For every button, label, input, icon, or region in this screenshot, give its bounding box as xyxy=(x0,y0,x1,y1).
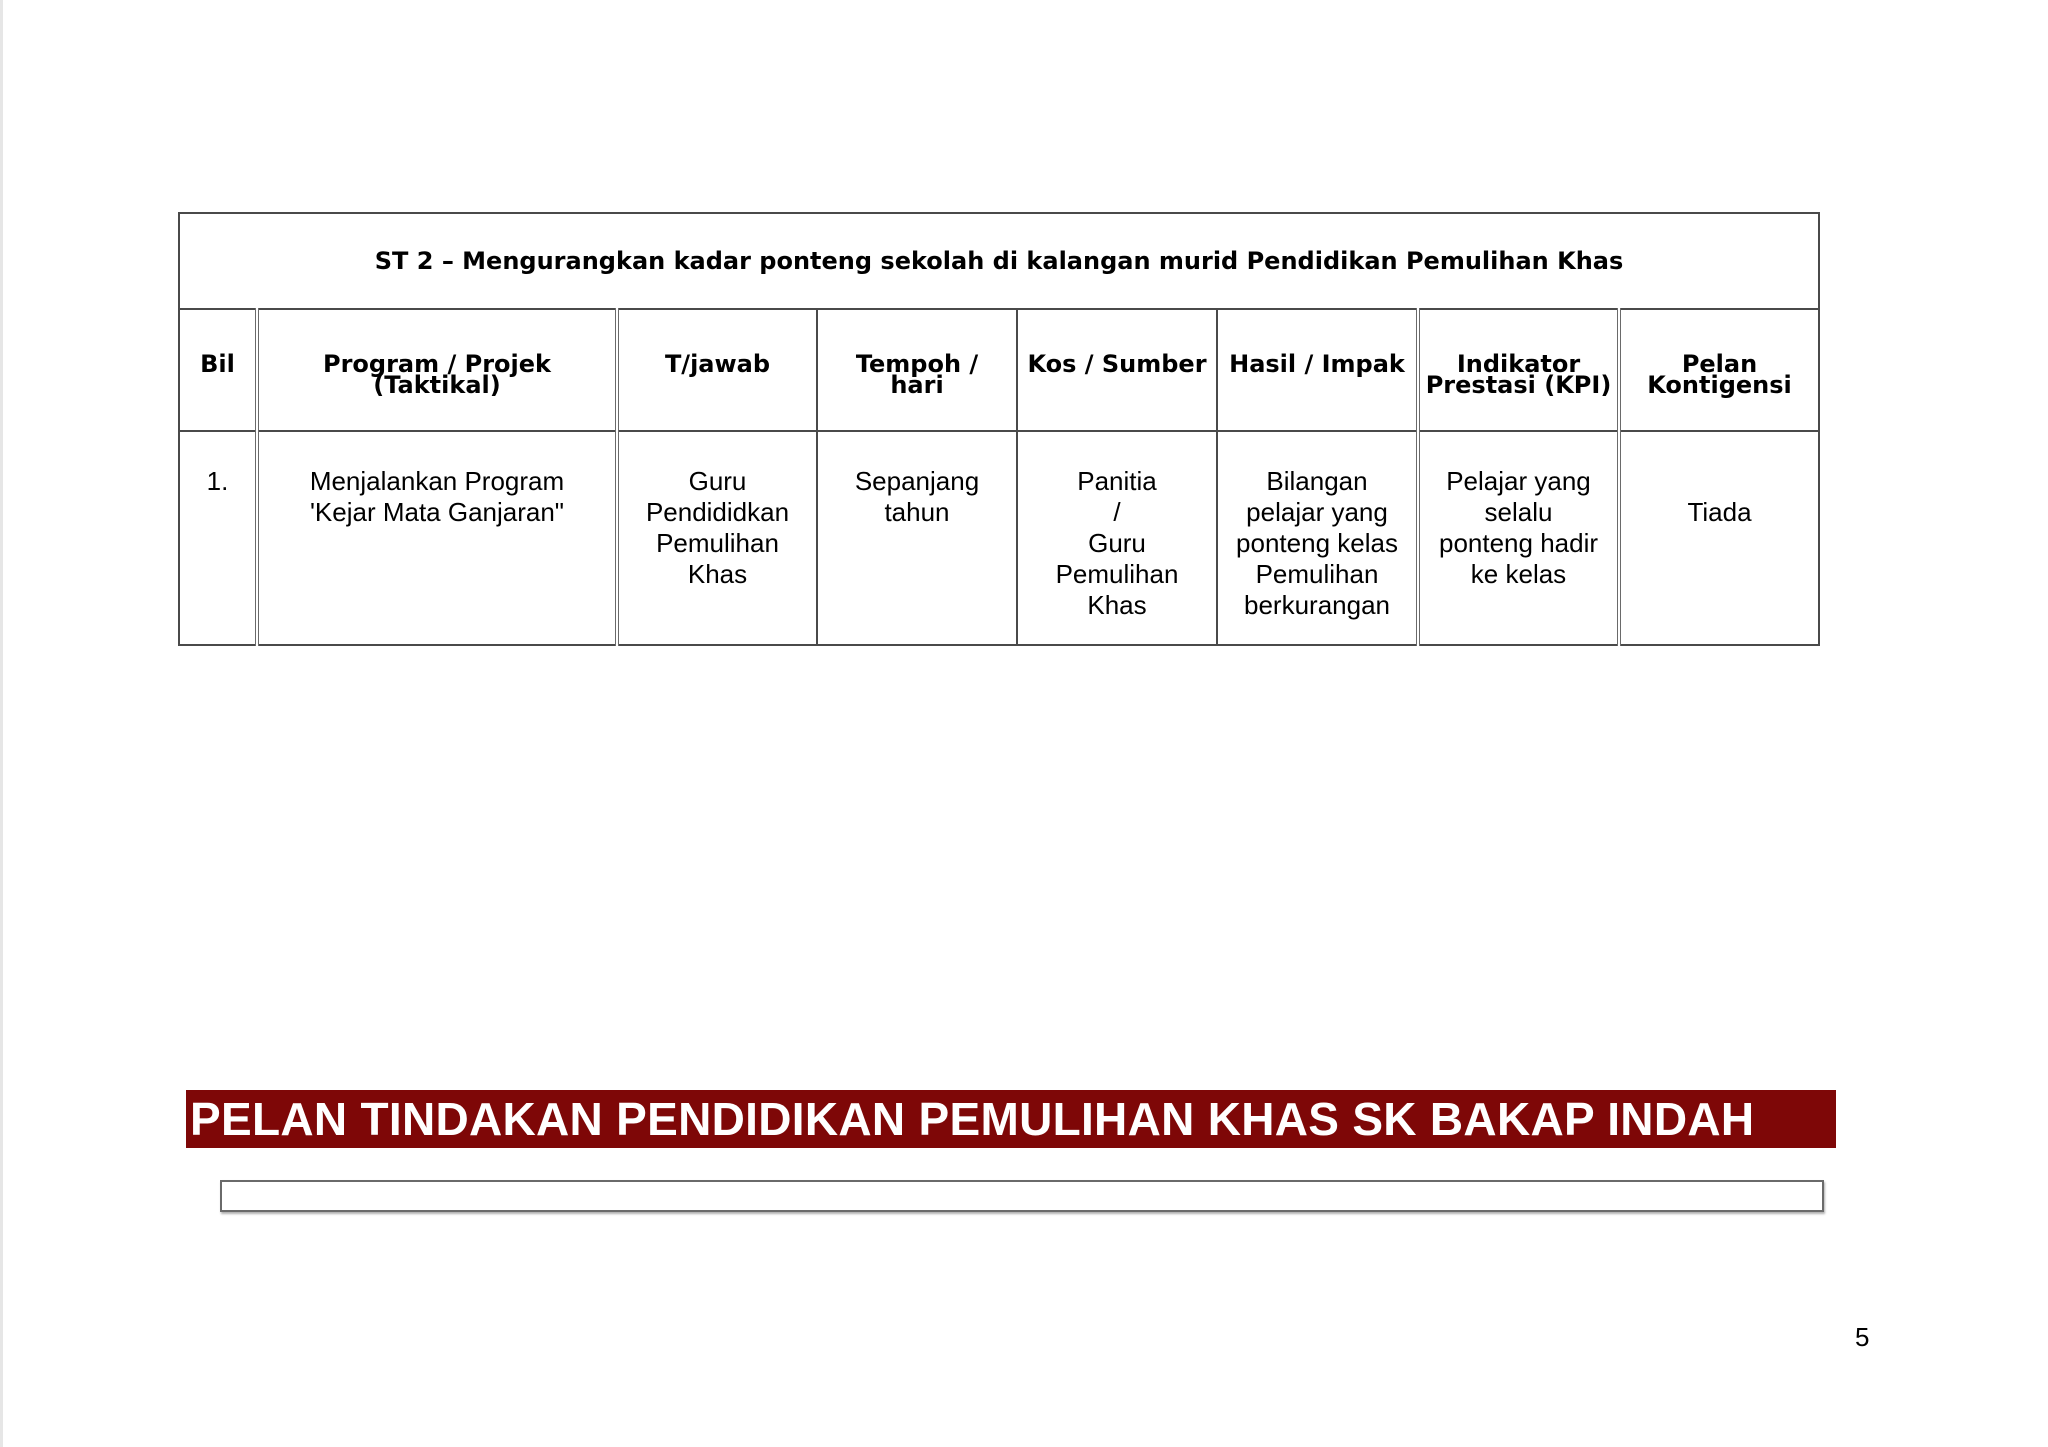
cell-tjawab-line-1: Guru xyxy=(688,466,747,496)
cell-kpi xyxy=(1418,431,1619,645)
cell-pelan xyxy=(1619,431,1819,645)
header-tempoh xyxy=(817,309,1017,431)
cell-kos-line-3: Guru xyxy=(1088,528,1146,558)
header-tempoh-line-1: Tempoh / xyxy=(855,350,979,378)
cell-pelan-spacer xyxy=(1621,466,1818,497)
header-program-line-2: (Taktikal) xyxy=(373,371,501,399)
cell-kos-line-1: Panitia xyxy=(1077,466,1157,496)
cell-hasil-line-2: pelajar yang xyxy=(1246,497,1388,527)
cell-kpi-line-2: selalu xyxy=(1484,497,1553,527)
header-kos-line-1: Kos / Sumber xyxy=(1027,350,1207,378)
action-plan-table xyxy=(178,212,1820,646)
header-program xyxy=(257,309,617,431)
header-bil xyxy=(179,309,257,431)
header-kpi-line-2: Prestasi (KPI) xyxy=(1425,371,1612,399)
cell-program-line-1: Menjalankan Program xyxy=(309,466,565,496)
header-tempoh-line-2: hari xyxy=(890,371,944,399)
cell-bil xyxy=(179,431,257,645)
header-kpi-line-1: Indikator xyxy=(1456,350,1581,378)
cell-hasil-line-4: Pemulihan xyxy=(1255,559,1379,589)
cell-tempoh-line-2: tahun xyxy=(884,497,950,527)
cell-program-line-2: 'Kejar Mata Ganjaran" xyxy=(309,497,565,527)
header-tjawab xyxy=(617,309,817,431)
cell-kos-line-4: Pemulihan xyxy=(1055,559,1179,589)
header-kos xyxy=(1017,309,1217,431)
cell-tempoh-line-1: Sepanjang xyxy=(854,466,980,496)
cell-tempoh xyxy=(817,431,1017,645)
header-pelan-line-2: Kontigensi xyxy=(1647,371,1792,399)
table-row xyxy=(179,431,1819,645)
header-hasil xyxy=(1217,309,1418,431)
table-header-row xyxy=(179,309,1819,431)
header-hasil-line-1: Hasil / Impak xyxy=(1229,350,1405,378)
table-title: ST 2 – Mengurangkan kadar ponteng sekolah di kalangan murid Pendidikan Pemulihan Khas xyxy=(179,213,1819,309)
cell-kpi-line-4: ke kelas xyxy=(1470,559,1567,589)
cell-hasil xyxy=(1217,431,1418,645)
cell-hasil-line-3: ponteng kelas xyxy=(1236,528,1398,558)
cell-kos-line-5: Khas xyxy=(1087,590,1147,620)
cell-kos xyxy=(1017,431,1217,645)
cell-kpi-line-1: Pelajar yang xyxy=(1446,466,1591,496)
page-left-edge xyxy=(0,0,3,1447)
cell-tjawab xyxy=(617,431,817,645)
header-bil-line-1: Bil xyxy=(200,350,235,378)
cell-tjawab-line-4: Khas xyxy=(687,559,748,589)
document-title-banner: PELAN TINDAKAN PENDIDIKAN PEMULIHAN KHAS SK BAKAP INDAH xyxy=(186,1090,1836,1148)
header-pelan-line-1: Pelan xyxy=(1681,350,1758,378)
empty-text-box xyxy=(220,1180,1824,1212)
header-tjawab-line-1: T/jawab xyxy=(664,350,771,378)
cell-program xyxy=(257,431,617,645)
cell-tjawab-line-2: Pendididkan xyxy=(645,497,790,527)
cell-tjawab-line-3: Pemulihan xyxy=(656,528,779,558)
cell-hasil-line-1: Bilangan xyxy=(1266,466,1368,496)
header-pelan xyxy=(1619,309,1819,431)
header-kpi xyxy=(1418,309,1619,431)
cell-pelan-line-1: Tiada xyxy=(1687,497,1752,527)
cell-bil-line-1: 1. xyxy=(206,466,229,496)
cell-hasil-line-5: berkurangan xyxy=(1244,590,1390,620)
header-program-line-1: Program / Projek xyxy=(323,350,551,378)
cell-kos-line-2: / xyxy=(1113,497,1121,527)
page-number: 5 xyxy=(1855,1322,1870,1352)
cell-kpi-line-3: ponteng hadir xyxy=(1438,528,1599,558)
